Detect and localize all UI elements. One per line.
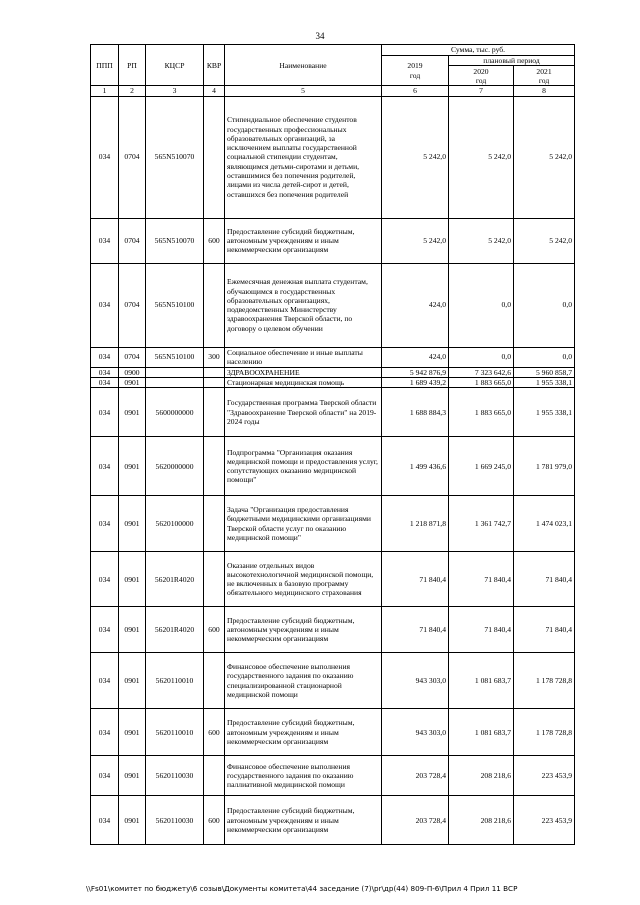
column-number: 5 xyxy=(225,86,382,96)
cell-kcsr: 56201R4020 xyxy=(146,552,204,607)
cell-kvr: 600 xyxy=(204,709,225,756)
cell-2021: 1 474 023,1 xyxy=(514,496,575,552)
cell-kvr: 600 xyxy=(204,796,225,845)
cell-2021: 1 178 728,8 xyxy=(514,709,575,756)
cell-name: Государственная программа Тверской области "Здравоохранение Тверской области" на 2019-2024 годы xyxy=(225,388,382,437)
cell-name: Стипендиальное обеспечение студентов государственных профессиональных образовательных организаций, за исключением выплаты государственной социальной стипендии студентам, являющимся детьми-сиротами и детьми, оставшимися без попечения родителей, лицами из числа детей-сирот и детей, оставшихся без попечения родителей xyxy=(225,96,382,218)
cell-kvr: 600 xyxy=(204,607,225,653)
column-number: 8 xyxy=(514,86,575,96)
cell-2020: 1 883 665,0 xyxy=(449,377,514,387)
cell-name: ЗДРАВООХРАНЕНИЕ xyxy=(225,367,382,377)
cell-rp: 0901 xyxy=(119,607,146,653)
cell-2019: 424,0 xyxy=(382,347,449,367)
cell-kvr xyxy=(204,377,225,387)
cell-2020: 1 883 665,0 xyxy=(449,388,514,437)
table-row xyxy=(91,388,575,437)
cell-2021: 71 840,4 xyxy=(514,552,575,607)
cell-rp: 0901 xyxy=(119,437,146,496)
cell-name: Предоставление субсидий бюджетным, автономным учреждениям и иным некоммерческим организациям xyxy=(225,709,382,756)
table-row xyxy=(91,377,575,387)
table-row xyxy=(91,796,575,845)
cell-2021: 1 955 338,1 xyxy=(514,377,575,387)
header-planned-period: плановый период xyxy=(449,56,575,66)
cell-ppp: 034 xyxy=(91,437,119,496)
budget-table xyxy=(90,44,575,845)
column-number: 6 xyxy=(382,86,449,96)
cell-2019: 5 242,0 xyxy=(382,218,449,263)
cell-kvr xyxy=(204,653,225,709)
cell-name: Задача "Организация предоставления бюджетными медицинскими организациями Тверской области услуг по оказанию медицинской помощи" xyxy=(225,496,382,552)
table-row xyxy=(91,347,575,367)
cell-ppp: 034 xyxy=(91,96,119,218)
cell-2021: 0,0 xyxy=(514,347,575,367)
cell-2021: 1 955 338,1 xyxy=(514,388,575,437)
column-numbers-row xyxy=(91,86,575,96)
table-row xyxy=(91,96,575,218)
table-row xyxy=(91,607,575,653)
header-rp: РП xyxy=(119,45,146,86)
table-header xyxy=(91,45,575,97)
column-number: 2 xyxy=(119,86,146,96)
cell-ppp: 034 xyxy=(91,653,119,709)
cell-2019: 203 728,4 xyxy=(382,756,449,796)
cell-kcsr: 5620110030 xyxy=(146,756,204,796)
cell-kvr: 600 xyxy=(204,218,225,263)
cell-kvr xyxy=(204,552,225,607)
cell-2020: 71 840,4 xyxy=(449,552,514,607)
cell-name: Подпрограмма "Организация оказания медицинской помощи и предоставления услуг, сопутствующих оказанию медицинской помощи" xyxy=(225,437,382,496)
cell-2019: 5 942 876,9 xyxy=(382,367,449,377)
cell-2020: 71 840,4 xyxy=(449,607,514,653)
header-year-2019-unit: год xyxy=(409,70,421,80)
cell-ppp: 034 xyxy=(91,607,119,653)
cell-2020: 5 242,0 xyxy=(449,96,514,218)
cell-rp: 0704 xyxy=(119,263,146,347)
cell-kvr xyxy=(204,437,225,496)
cell-kcsr: 56201R4020 xyxy=(146,607,204,653)
header-year-2020-value: 2020 xyxy=(473,66,489,76)
table-row xyxy=(91,367,575,377)
cell-2021: 1 178 728,8 xyxy=(514,653,575,709)
cell-kcsr: 5620110030 xyxy=(146,796,204,845)
header-year-2021-value: 2021 xyxy=(536,66,552,76)
cell-rp: 0901 xyxy=(119,377,146,387)
cell-kcsr: 5620110010 xyxy=(146,709,204,756)
cell-rp: 0901 xyxy=(119,756,146,796)
cell-2020: 208 218,6 xyxy=(449,796,514,845)
cell-kvr xyxy=(204,263,225,347)
cell-ppp: 034 xyxy=(91,347,119,367)
cell-2021: 5 242,0 xyxy=(514,96,575,218)
header-year-2019 xyxy=(382,56,449,86)
cell-ppp: 034 xyxy=(91,496,119,552)
cell-name: Ежемесячная денежная выплата студентам, обучающимся в государственных образовательных организациях, подведомственных Министерству здравоохранения Тверской области, по договору о целевом обучении xyxy=(225,263,382,347)
cell-rp: 0704 xyxy=(119,96,146,218)
header-ppp: ППП xyxy=(91,45,119,86)
cell-name: Предоставление субсидий бюджетным, автономным учреждениям и иным некоммерческим организациям xyxy=(225,796,382,845)
cell-kcsr xyxy=(146,367,204,377)
column-number: 3 xyxy=(146,86,204,96)
column-number: 4 xyxy=(204,86,225,96)
cell-name: Стационарная медицинская помощь xyxy=(225,377,382,387)
cell-2020: 1 081 683,7 xyxy=(449,709,514,756)
cell-2019: 424,0 xyxy=(382,263,449,347)
footer-file-path: \\Fs01\комитет по бюджету\6 созыв\Документы комитета\44 заседание (7)\pr\др(44) 809-П-6\Прил 4 Прил 11 ВСР xyxy=(86,884,518,893)
table-row xyxy=(91,709,575,756)
cell-2019: 1 499 436,6 xyxy=(382,437,449,496)
cell-ppp: 034 xyxy=(91,377,119,387)
cell-2019: 71 840,4 xyxy=(382,607,449,653)
header-sum: Сумма, тыс. руб. xyxy=(382,45,575,56)
cell-2020: 1 081 683,7 xyxy=(449,653,514,709)
cell-kcsr: 565N510070 xyxy=(146,96,204,218)
cell-kcsr: 5600000000 xyxy=(146,388,204,437)
cell-2020: 7 323 642,6 xyxy=(449,367,514,377)
cell-name: Финансовое обеспечение выполнения государственного задания по оказанию паллиативной медицинской помощи xyxy=(225,756,382,796)
cell-2019: 943 303,0 xyxy=(382,709,449,756)
cell-name: Предоставление субсидий бюджетным, автономным учреждениям и иным некоммерческим организациям xyxy=(225,607,382,653)
cell-2020: 1 361 742,7 xyxy=(449,496,514,552)
cell-kcsr: 565N510100 xyxy=(146,263,204,347)
cell-2019: 1 218 871,8 xyxy=(382,496,449,552)
cell-rp: 0901 xyxy=(119,796,146,845)
cell-2021: 1 781 979,0 xyxy=(514,437,575,496)
cell-kcsr: 565N510070 xyxy=(146,218,204,263)
cell-kvr xyxy=(204,756,225,796)
cell-2021: 5 242,0 xyxy=(514,218,575,263)
cell-kcsr: 5620110010 xyxy=(146,653,204,709)
cell-rp: 0704 xyxy=(119,218,146,263)
cell-name: Предоставление субсидий бюджетным, автономным учреждениям и иным некоммерческим организациям xyxy=(225,218,382,263)
page-number: 34 xyxy=(315,31,325,41)
cell-rp: 0901 xyxy=(119,496,146,552)
cell-name: Социальное обеспечение и иные выплаты населению xyxy=(225,347,382,367)
cell-2019: 943 303,0 xyxy=(382,653,449,709)
cell-2020: 0,0 xyxy=(449,347,514,367)
cell-ppp: 034 xyxy=(91,552,119,607)
cell-kcsr xyxy=(146,377,204,387)
table-row xyxy=(91,437,575,496)
cell-ppp: 034 xyxy=(91,263,119,347)
table-row xyxy=(91,263,575,347)
cell-2019: 5 242,0 xyxy=(382,96,449,218)
table-row xyxy=(91,756,575,796)
cell-rp: 0901 xyxy=(119,709,146,756)
cell-kvr xyxy=(204,388,225,437)
cell-kcsr: 5620000000 xyxy=(146,437,204,496)
cell-rp: 0900 xyxy=(119,367,146,377)
cell-2019: 1 689 439,2 xyxy=(382,377,449,387)
table-row xyxy=(91,496,575,552)
cell-2021: 5 960 858,7 xyxy=(514,367,575,377)
cell-ppp: 034 xyxy=(91,388,119,437)
header-year-2021 xyxy=(514,66,575,86)
header-kcsr: КЦСР xyxy=(146,45,204,86)
column-number: 1 xyxy=(91,86,119,96)
cell-kvr: 300 xyxy=(204,347,225,367)
header-year-2020-unit: год xyxy=(475,75,487,85)
header-kvr: КВР xyxy=(204,45,225,86)
cell-ppp: 034 xyxy=(91,756,119,796)
cell-kvr xyxy=(204,367,225,377)
cell-2019: 71 840,4 xyxy=(382,552,449,607)
cell-2021: 71 840,4 xyxy=(514,607,575,653)
cell-2020: 0,0 xyxy=(449,263,514,347)
cell-kvr xyxy=(204,496,225,552)
cell-ppp: 034 xyxy=(91,709,119,756)
cell-rp: 0901 xyxy=(119,388,146,437)
cell-2021: 0,0 xyxy=(514,263,575,347)
cell-ppp: 034 xyxy=(91,367,119,377)
cell-2021: 223 453,9 xyxy=(514,756,575,796)
cell-kvr xyxy=(204,96,225,218)
cell-2019: 1 688 884,3 xyxy=(382,388,449,437)
cell-name: Финансовое обеспечение выполнения государственного задания по оказанию специализированной стационарной медицинской помощи xyxy=(225,653,382,709)
cell-2021: 223 453,9 xyxy=(514,796,575,845)
cell-2020: 5 242,0 xyxy=(449,218,514,263)
cell-2020: 1 669 245,0 xyxy=(449,437,514,496)
cell-kcsr: 5620100000 xyxy=(146,496,204,552)
header-year-2020 xyxy=(449,66,514,86)
table-row xyxy=(91,653,575,709)
table-row xyxy=(91,552,575,607)
header-year-2019-value: 2019 xyxy=(407,61,423,71)
cell-rp: 0704 xyxy=(119,347,146,367)
cell-rp: 0901 xyxy=(119,552,146,607)
cell-rp: 0901 xyxy=(119,653,146,709)
cell-name: Оказание отдельных видов высокотехнологичной медицинской помощи, не включенных в базовую программу обязательного медицинского страхования xyxy=(225,552,382,607)
header-year-2021-unit: год xyxy=(538,75,550,85)
header-name: Наименование xyxy=(225,45,382,86)
table-row xyxy=(91,218,575,263)
cell-2019: 203 728,4 xyxy=(382,796,449,845)
cell-ppp: 034 xyxy=(91,218,119,263)
table-body xyxy=(91,96,575,845)
cell-kcsr: 565N510100 xyxy=(146,347,204,367)
cell-2020: 208 218,6 xyxy=(449,756,514,796)
cell-ppp: 034 xyxy=(91,796,119,845)
column-number: 7 xyxy=(449,86,514,96)
